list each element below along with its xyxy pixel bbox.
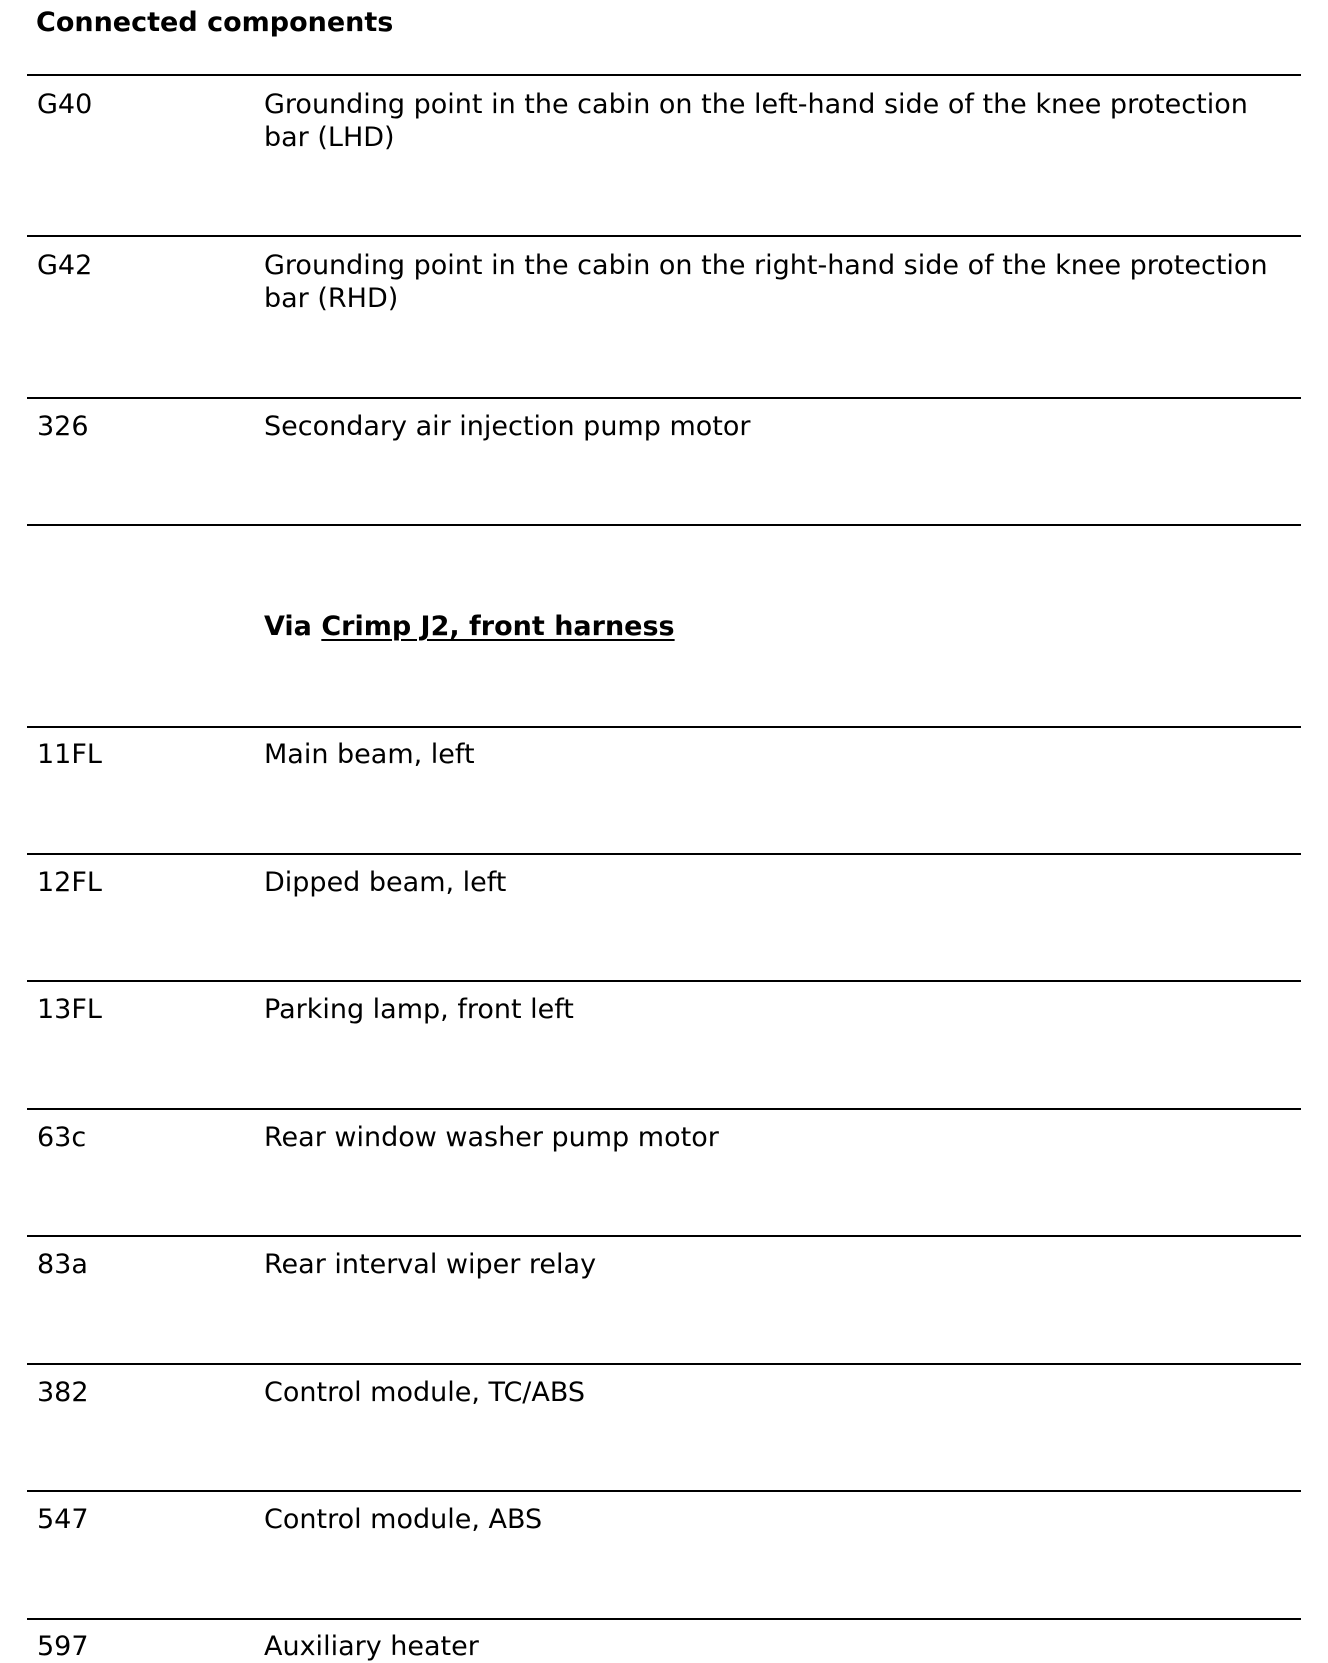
row-divider	[27, 235, 1301, 237]
component-code: 382	[37, 1377, 89, 1408]
component-code: 63c	[37, 1122, 87, 1153]
component-description: Control module, ABS	[264, 1504, 543, 1535]
row-divider	[27, 853, 1301, 855]
crimp-link[interactable]: Crimp J2, front harness	[321, 611, 675, 642]
component-code: 12FL	[37, 867, 102, 898]
component-description: Secondary air injection pump motor	[264, 411, 751, 442]
component-code: G42	[37, 250, 93, 281]
via-heading	[264, 610, 675, 644]
via-prefix: Via	[264, 611, 312, 642]
row-divider	[27, 1490, 1301, 1492]
component-description: Auxiliary heater	[264, 1631, 479, 1662]
row-divider	[27, 74, 1301, 76]
component-code: 83a	[37, 1249, 88, 1280]
component-description: Grounding point in the cabin on the left-hand side of the knee protection bar (LHD)	[264, 89, 1248, 153]
section-heading: Connected components	[36, 7, 394, 38]
component-description: Main beam, left	[264, 739, 475, 770]
component-code: 326	[37, 411, 89, 442]
row-divider	[27, 397, 1301, 399]
component-code: 13FL	[37, 994, 102, 1025]
component-description: Rear interval wiper relay	[264, 1249, 597, 1280]
row-divider	[27, 524, 1301, 526]
row-divider	[27, 1363, 1301, 1365]
row-divider	[27, 980, 1301, 982]
row-divider	[27, 1235, 1301, 1237]
component-code: 597	[37, 1631, 89, 1662]
row-divider	[27, 1618, 1301, 1620]
component-description: Dipped beam, left	[264, 867, 507, 898]
component-description: Control module, TC/ABS	[264, 1377, 586, 1408]
component-code: 11FL	[37, 739, 102, 770]
component-code: G40	[37, 89, 93, 120]
component-description: Grounding point in the cabin on the right-hand side of the knee protection bar (RHD)	[264, 250, 1268, 314]
component-description: Rear window washer pump motor	[264, 1122, 719, 1153]
row-divider	[27, 1108, 1301, 1110]
component-code: 547	[37, 1504, 89, 1535]
component-description: Parking lamp, front left	[264, 994, 574, 1025]
row-divider	[27, 726, 1301, 728]
